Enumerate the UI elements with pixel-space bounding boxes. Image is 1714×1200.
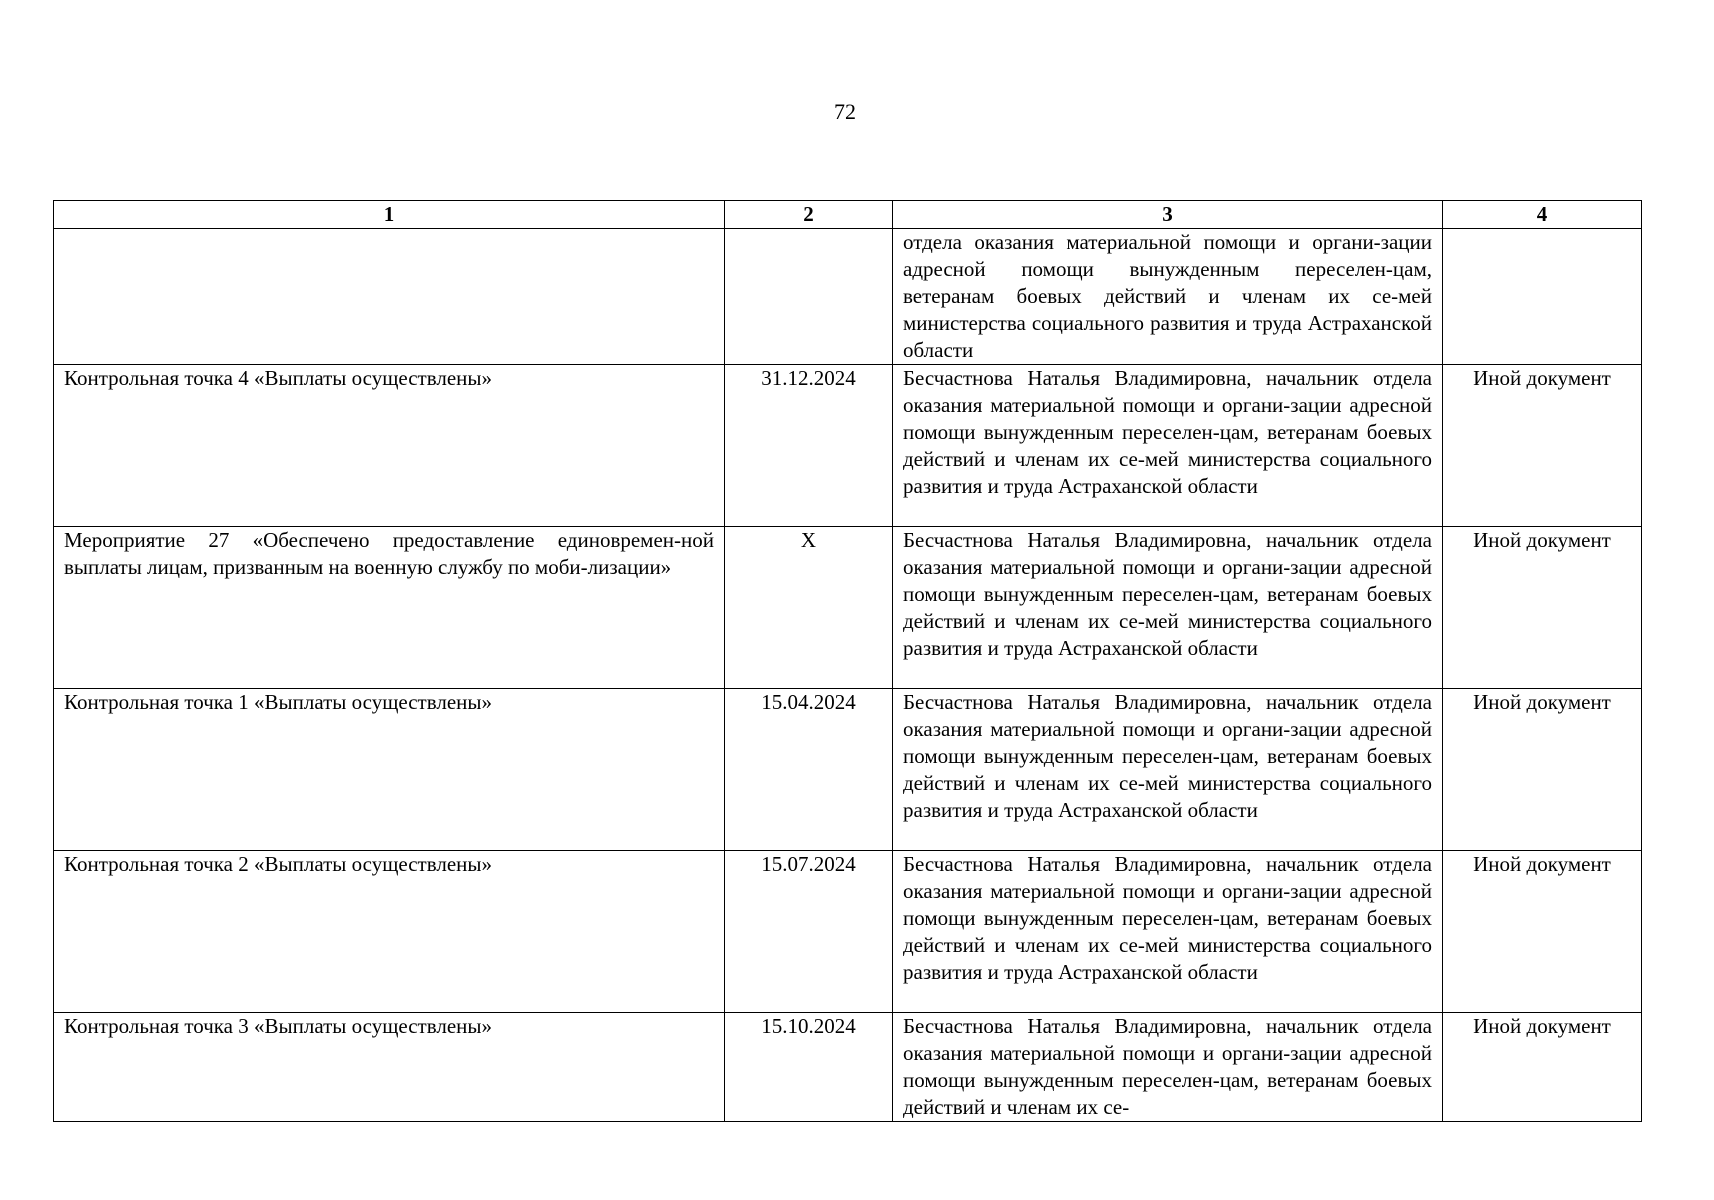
document-type-cell: Иной документ bbox=[1443, 365, 1642, 527]
table-row bbox=[54, 527, 1642, 689]
responsible-person-cell: Бесчастнова Наталья Владимировна, начальник отдела оказания материальной помощи и органи-зации адресной помощи вынужденным переселен-цам, ветеранам боевых действий и членам их се- bbox=[893, 1013, 1443, 1122]
column-header-2: 2 bbox=[725, 201, 893, 229]
deadline-cell: 15.07.2024 bbox=[725, 851, 893, 1013]
table-body bbox=[54, 229, 1642, 1122]
responsible-person-cell: отдела оказания материальной помощи и органи-зации адресной помощи вынужденным переселен-цам, ветеранам боевых действий и членам их се-мей министерства социального развития и труда Астраханской области bbox=[893, 229, 1443, 365]
header-row bbox=[54, 201, 1642, 229]
deadline-cell: 31.12.2024 bbox=[725, 365, 893, 527]
table-row bbox=[54, 689, 1642, 851]
document-type-cell: Иной документ bbox=[1443, 527, 1642, 689]
document-type-cell: Иной документ bbox=[1443, 851, 1642, 1013]
event-name-cell: Контрольная точка 1 «Выплаты осуществлены» bbox=[54, 689, 725, 851]
event-name-cell: Контрольная точка 3 «Выплаты осуществлены» bbox=[54, 1013, 725, 1122]
responsible-person-cell: Бесчастнова Наталья Владимировна, начальник отдела оказания материальной помощи и органи-зации адресной помощи вынужденным переселен-цам, ветеранам боевых действий и членам их се-мей министерства социального развития и труда Астраханской области bbox=[893, 851, 1443, 1013]
deadline-cell bbox=[725, 229, 893, 365]
event-name-cell: Контрольная точка 4 «Выплаты осуществлены» bbox=[54, 365, 725, 527]
document-type-cell: Иной документ bbox=[1443, 689, 1642, 851]
document-type-cell: Иной документ bbox=[1443, 1013, 1642, 1122]
deadline-cell: X bbox=[725, 527, 893, 689]
deadline-cell: 15.04.2024 bbox=[725, 689, 893, 851]
table-header bbox=[54, 201, 1642, 229]
responsible-person-cell: Бесчастнова Наталья Владимировна, начальник отдела оказания материальной помощи и органи-зации адресной помощи вынужденным переселен-цам, ветеранам боевых действий и членам их се-мей министерства социального развития и труда Астраханской области bbox=[893, 689, 1443, 851]
event-name-cell: Контрольная точка 2 «Выплаты осуществлены» bbox=[54, 851, 725, 1013]
document-type-cell bbox=[1443, 229, 1642, 365]
table-row bbox=[54, 365, 1642, 527]
table-row bbox=[54, 229, 1642, 365]
column-header-3: 3 bbox=[893, 201, 1443, 229]
responsible-person-cell: Бесчастнова Наталья Владимировна, начальник отдела оказания материальной помощи и органи-зации адресной помощи вынужденным переселен-цам, ветеранам боевых действий и членам их се-мей министерства социального развития и труда Астраханской области bbox=[893, 527, 1443, 689]
event-name-cell: Мероприятие 27 «Обеспечено предоставление единовремен-ной выплаты лицам, призванным на военную службу по моби-лизации» bbox=[54, 527, 725, 689]
page-number: 72 bbox=[834, 99, 856, 124]
column-header-1: 1 bbox=[54, 201, 725, 229]
event-name-cell bbox=[54, 229, 725, 365]
deadline-cell: 15.10.2024 bbox=[725, 1013, 893, 1122]
table-row bbox=[54, 851, 1642, 1013]
column-header-4: 4 bbox=[1443, 201, 1642, 229]
responsible-person-cell: Бесчастнова Наталья Владимировна, начальник отдела оказания материальной помощи и органи-зации адресной помощи вынужденным переселен-цам, ветеранам боевых действий и членам их се-мей министерства социального развития и труда Астраханской области bbox=[893, 365, 1443, 527]
table-row bbox=[54, 1013, 1642, 1122]
control-points-table bbox=[53, 200, 1642, 1122]
